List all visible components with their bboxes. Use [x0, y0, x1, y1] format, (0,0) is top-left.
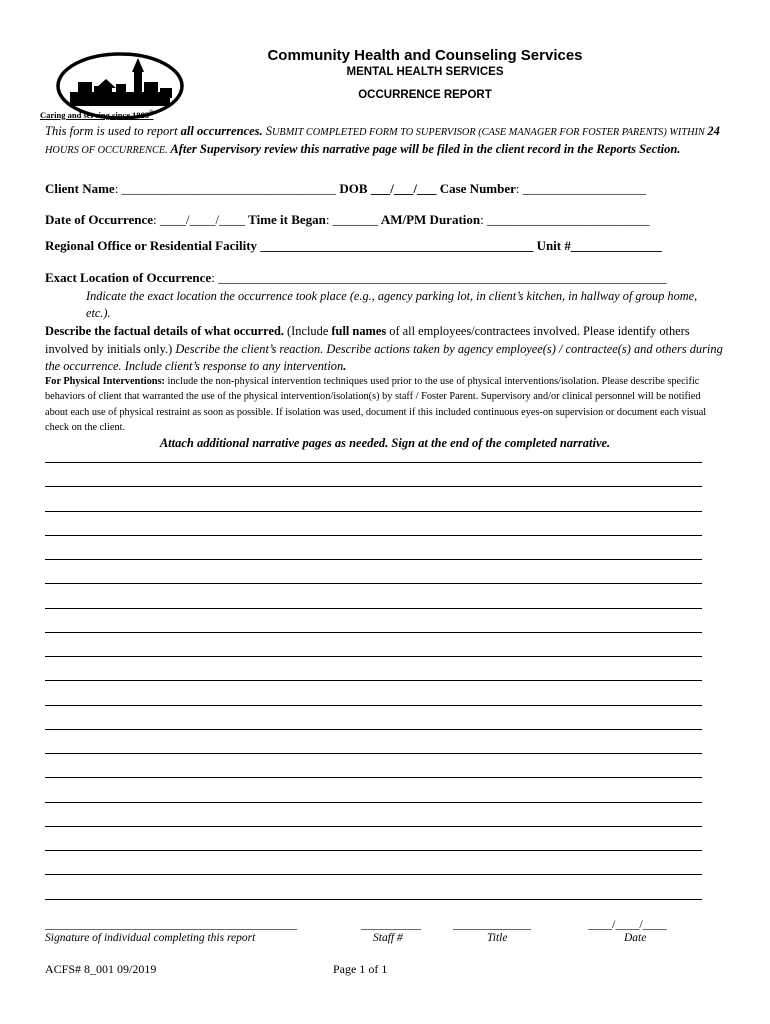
physical-interventions-note [45, 374, 725, 435]
exact-location-field[interactable]: : _____________________________________________________________________ [211, 270, 667, 285]
describe-reaction: Describe the client’s reaction. Describe actions taken by agency employee(s) / contractee(s) and others during the occurrence. Include client’s response to any intervention [45, 341, 723, 373]
intro-text-1: This form is used to report [45, 124, 181, 138]
case-number-label: Case Number [436, 181, 516, 196]
narrative-line[interactable] [45, 874, 702, 875]
narrative-line[interactable] [45, 826, 702, 827]
narrative-line[interactable] [45, 535, 702, 536]
department-name: MENTAL HEALTH SERVICES [346, 66, 504, 78]
registered-mark: ® [149, 110, 154, 117]
client-info-row [45, 181, 646, 197]
time-began-label: Time it Began [245, 212, 326, 227]
intro-hours: HOURS OF OCCURRENCE. [45, 145, 168, 156]
describe-heading: Describe the factual details of what occurred. [45, 324, 284, 338]
physical-interventions-text: include the non-physical intervention techniques used prior to the use of physical interventions/isolation. Please describe specific behaviors of client that warranted the use of the physical intervention/isolation(s) by staff / Foster Parent. Supervisory and/or clinical personnel will be notified about each use of physical restraint as soon as possible. If isolation was used, document if this included continuous eyes-on supervision or document each visual check on the client. [45, 376, 707, 433]
exact-location-label: Exact Location of Occurrence [45, 270, 212, 285]
location-hint: Indicate the exact location the occurrence took place (e.g., agency parking lot, in client’s kitchen, in hallway of group home, etc.). [86, 289, 698, 320]
describe-full-names: full names [331, 324, 387, 338]
narrative-line[interactable] [45, 802, 702, 803]
staff-number-caption: Staff # [373, 932, 403, 944]
case-number-field[interactable]: : ___________________ [515, 181, 647, 196]
tagline-text: Caring and serving since 1883 [40, 110, 150, 120]
narrative-line[interactable] [45, 511, 702, 512]
describe-instructions [45, 323, 725, 376]
date-of-occurrence-field[interactable]: : ____/____/____ [153, 212, 246, 227]
signature-field[interactable]: __________________________________________ [45, 917, 297, 931]
dob-field[interactable]: DOB ___/___/___ [336, 181, 437, 196]
narrative-line[interactable] [45, 632, 702, 633]
regional-office-label: Regional Office or Residential Facility [45, 238, 258, 253]
office-row [45, 238, 662, 254]
narrative-line[interactable] [45, 705, 702, 706]
ampm-duration-label: AM/PM Duration [378, 212, 481, 227]
title-caption: Title [487, 932, 508, 944]
client-name-label: Client Name [45, 181, 115, 196]
attach-pages-note: Attach additional narrative pages as needed. Sign at the end of the completed narrative. [159, 436, 611, 450]
date-field[interactable]: ____/____/____ [588, 917, 667, 931]
intro-supervisory-review: After Supervisory review this narrative page will be filed in the client record in the Reports Section. [167, 142, 681, 156]
describe-period: . [343, 359, 347, 373]
tagline [40, 110, 154, 120]
report-title: OCCURRENCE REPORT [358, 89, 492, 101]
unit-field[interactable]: Unit #______________ [533, 238, 662, 253]
narrative-line[interactable] [45, 753, 702, 754]
narrative-line[interactable] [45, 583, 702, 584]
regional-office-field[interactable]: __________________________________________ [257, 238, 534, 253]
narrative-line[interactable] [45, 486, 702, 487]
narrative-line[interactable] [45, 680, 702, 681]
narrative-line[interactable] [45, 729, 702, 730]
describe-include: (Include [283, 324, 332, 338]
occurrence-time-row [45, 212, 650, 228]
time-began-field[interactable]: : _______ [325, 212, 379, 227]
describe-employees: of all employees/contractees involved. Please identify others involved by initials only.) [45, 324, 690, 356]
page-number: Page 1 of 1 [333, 962, 388, 976]
duration-field[interactable]: : _________________________ [480, 212, 650, 227]
intro-24: 24 [707, 124, 720, 138]
narrative-line[interactable] [45, 559, 702, 560]
narrative-line[interactable] [45, 777, 702, 778]
date-caption: Date [624, 932, 647, 944]
intro-paragraph [45, 123, 725, 159]
form-code: ACFS# 8_001 09/2019 [45, 962, 157, 976]
narrative-line[interactable] [45, 899, 702, 900]
client-name-field[interactable]: : _________________________________ [114, 181, 337, 196]
date-of-occurrence-label: Date of Occurrence [45, 212, 154, 227]
staff-number-field[interactable]: __________ [361, 917, 421, 931]
narrative-line[interactable] [45, 656, 702, 657]
narrative-line[interactable] [45, 850, 702, 851]
location-row [45, 270, 667, 286]
organization-name: Community Health and Counseling Services [267, 47, 583, 64]
title-field[interactable]: _____________ [453, 917, 531, 931]
signature-caption: Signature of individual completing this report [45, 932, 256, 944]
narrative-line[interactable] [45, 462, 702, 463]
intro-all-occurrences: all occurrences. [180, 124, 263, 138]
narrative-line[interactable] [45, 608, 702, 609]
physical-interventions-label: For Physical Interventions: [45, 376, 165, 387]
intro-submit-initial: S [262, 124, 272, 138]
intro-submit-text: UBMIT COMPLETED FORM TO SUPERVISOR (CASE MANAGER FOR FOSTER PARENTS) WITHIN [271, 127, 708, 138]
